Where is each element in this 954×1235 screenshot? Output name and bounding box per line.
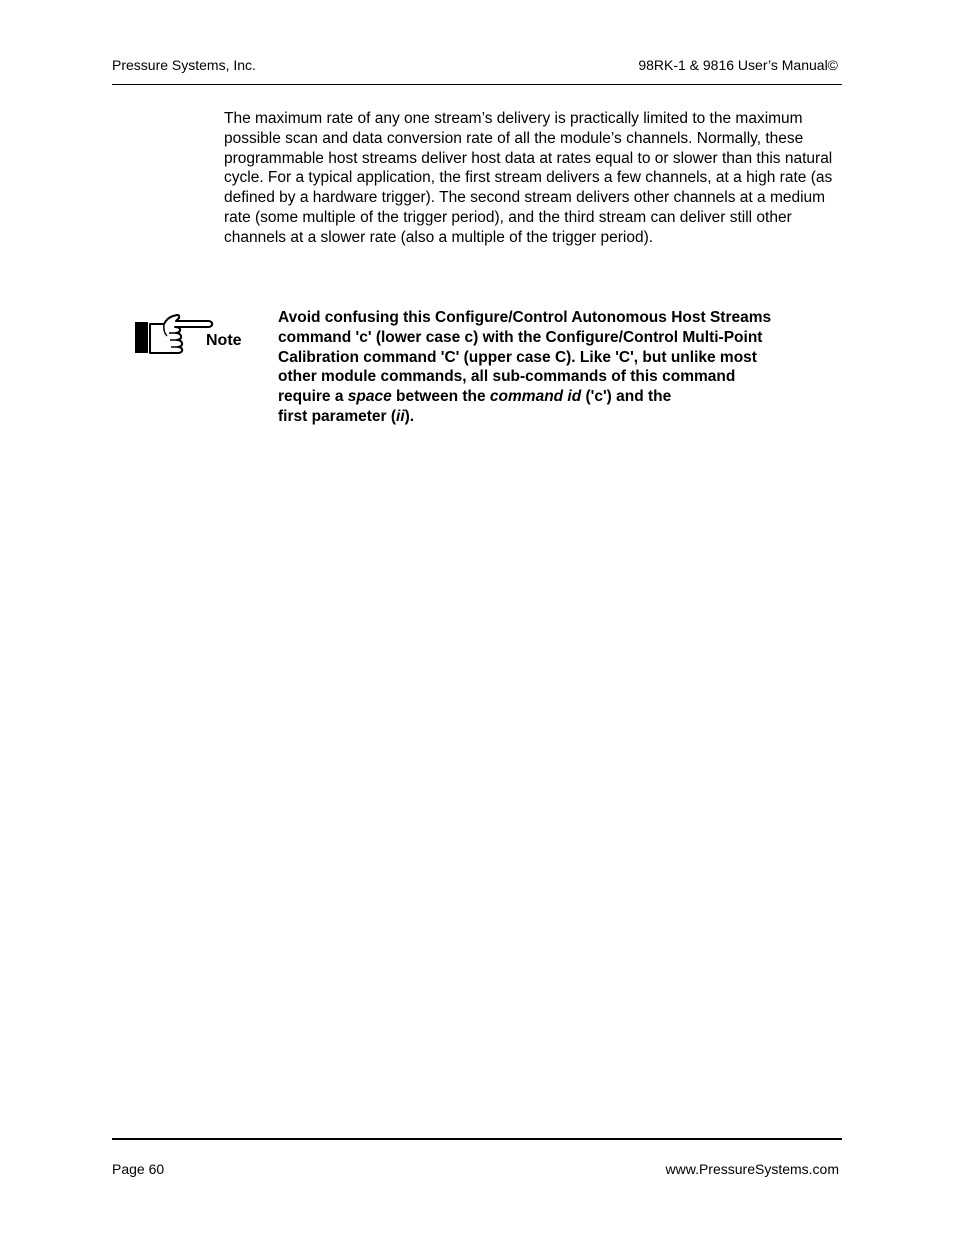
note-line: other module commands, all sub-commands of this command <box>278 368 736 386</box>
header-manual-title: 98RK-1 & 9816 User’s Manual© <box>638 57 838 73</box>
note-line <box>278 407 838 427</box>
note-text-run: between the <box>391 388 490 406</box>
note-line: Avoid confusing this Configure/Control Autonomous Host Streams <box>278 309 772 326</box>
header-company: Pressure Systems, Inc. <box>112 57 256 73</box>
note-line: command 'c' (lower case c) with the Configure/Control Multi-Point <box>278 328 763 346</box>
header-divider <box>112 84 842 85</box>
body-paragraph: The maximum rate of any one stream’s delivery is practically limited to the maximum possible scan and data conversion rate of all the module’s channels. Normally, these programmable host streams deliver host data at rates equal to or slower than this natural cycle. For a typical application, the first stream delivers a few channels, at a high rate (as defined by a hardware trigger). The second stream delivers other channels at a medium rate (some multiple of the trigger period), and the third stream can deliver still other channels at a slower rate (also a multiple of the trigger period). <box>224 110 833 246</box>
note-text-run: ('c') and the <box>581 388 672 406</box>
footer-divider <box>112 1138 842 1140</box>
footer-page-number: Page 60 <box>112 1161 165 1177</box>
note-line: Calibration command 'C' (upper case C). Like 'C', but unlike most <box>278 348 757 366</box>
note-text <box>278 308 838 427</box>
note-label: Note <box>206 332 242 349</box>
note-line <box>278 387 838 407</box>
note-text-run: require a <box>278 388 348 406</box>
footer-website: www.PressureSystems.com <box>665 1161 839 1177</box>
pointing-hand-icon <box>133 312 217 356</box>
note-text-run: ). <box>404 407 415 425</box>
note-emphasis-ii: ii <box>396 407 405 425</box>
note-text-run: first parameter ( <box>278 407 397 425</box>
note-emphasis-command-id: command id <box>489 388 582 406</box>
note-emphasis-space: space <box>347 388 392 406</box>
